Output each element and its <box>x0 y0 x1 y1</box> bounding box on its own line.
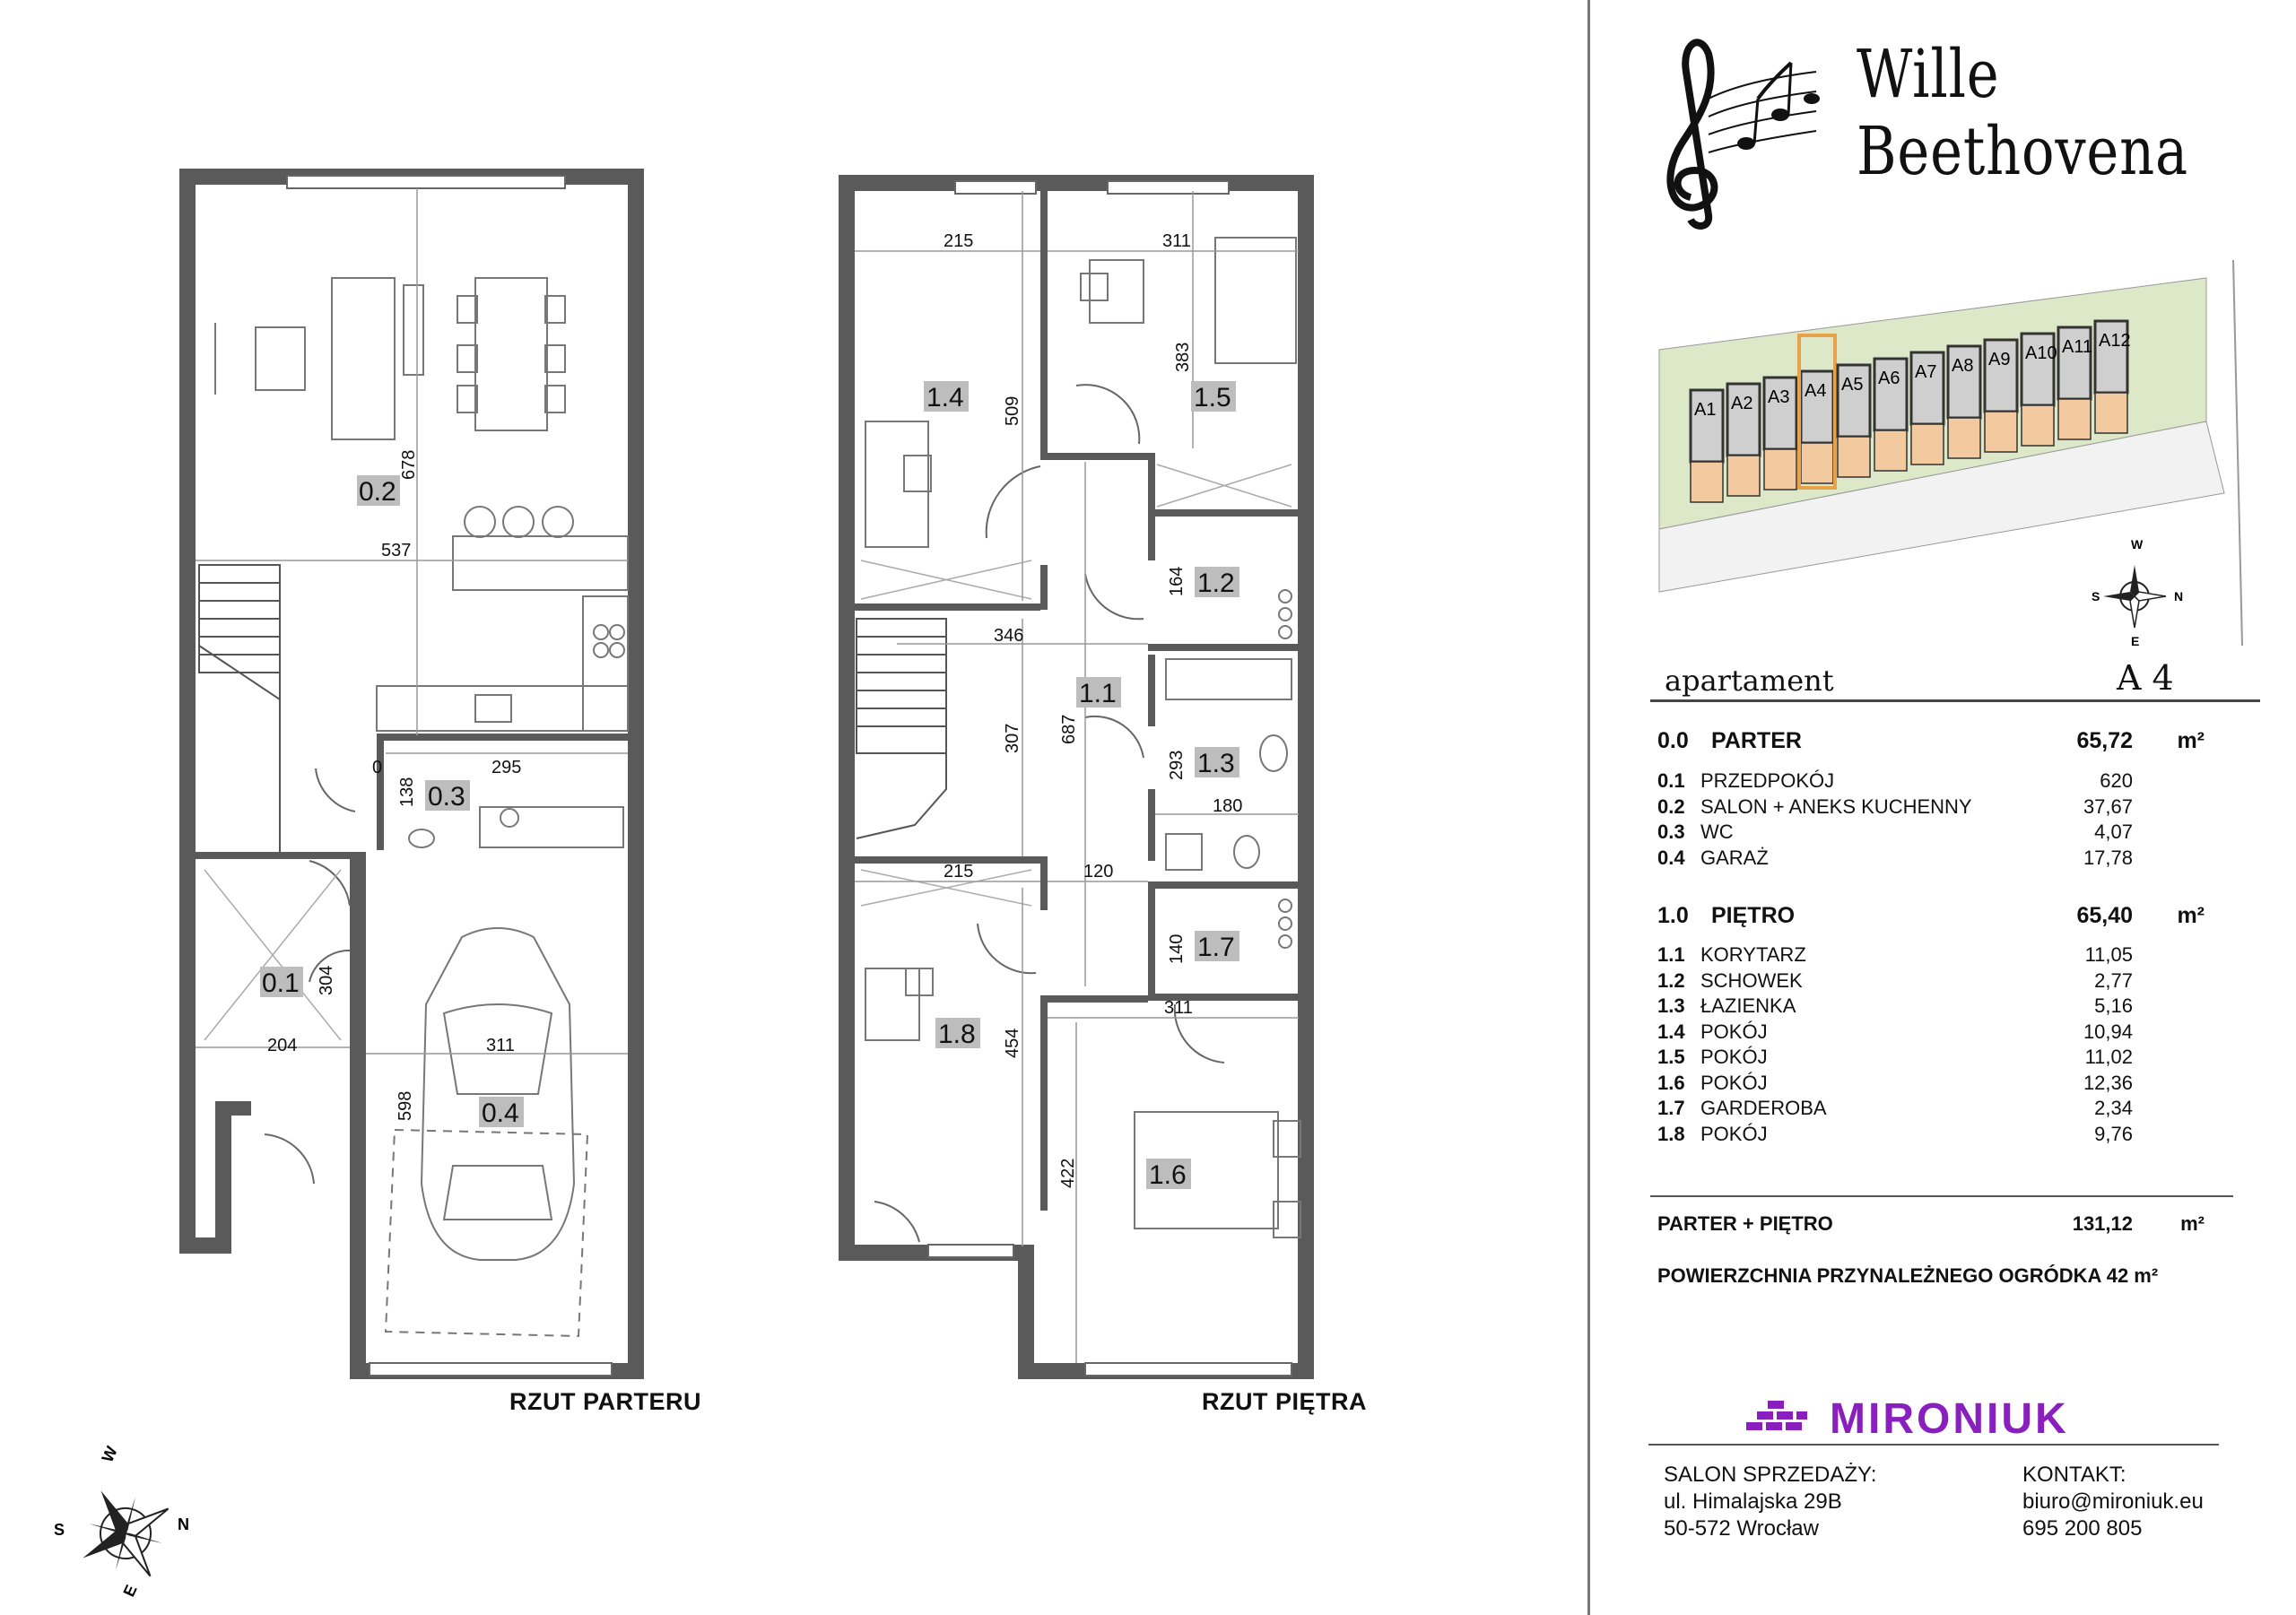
row-name: POKÓJ <box>1700 1020 1768 1043</box>
apartment-code: A 4 <box>2117 658 2174 698</box>
site-unit-A8[interactable] <box>1948 346 1980 458</box>
site-unit-A3[interactable] <box>1764 378 1796 490</box>
row-num: 1.2 <box>1657 968 1685 992</box>
row-unit: m² <box>2177 728 2205 753</box>
contact-info <box>2022 1462 2204 1542</box>
site-unit-A7[interactable] <box>1911 352 1944 465</box>
row-value: 9,76 <box>2094 1122 2133 1145</box>
row-num: 0.4 <box>1657 846 1685 869</box>
site-unit-A11[interactable] <box>2058 327 2092 439</box>
site-unit-label: A3 <box>1768 387 1790 407</box>
row-num: 0.2 <box>1657 794 1685 818</box>
row-value: 5,16 <box>2094 994 2133 1017</box>
site-unit-label: A11 <box>2062 337 2093 357</box>
site-unit-label: A10 <box>2025 343 2057 363</box>
area-row <box>1657 821 2231 847</box>
room-tag-1.1: 1.1 <box>1079 679 1117 708</box>
area-row <box>1657 1123 2231 1150</box>
row-value: 11,05 <box>2084 943 2133 966</box>
row-value: 65,72 <box>2076 728 2133 753</box>
sales-office <box>1664 1462 1876 1542</box>
row-value: 12,36 <box>2083 1071 2133 1094</box>
site-compass-e: E <box>2131 634 2140 648</box>
row-value: 11,02 <box>2084 1046 2133 1068</box>
ground-floor-caption: RZUT PARTERU <box>509 1388 701 1415</box>
site-compass-n: N <box>2174 589 2184 603</box>
row-num: 0.0 <box>1657 728 1689 753</box>
row-name: GARAŻ <box>1700 846 1769 869</box>
row-value: 37,67 <box>2083 794 2133 818</box>
row-value: 4,07 <box>2094 821 2133 843</box>
room-tag-1.8: 1.8 <box>938 1020 976 1049</box>
row-name: ŁAZIENKA <box>1700 994 1796 1017</box>
contact-email[interactable]: biuro@mironiuk.eu <box>2022 1489 2204 1514</box>
contact-title: KONTAKT: <box>2022 1463 2126 1487</box>
dim-label: 140 <box>1167 933 1187 964</box>
dim-label: 678 <box>399 449 419 480</box>
room-tag-0.1: 0.1 <box>262 968 300 998</box>
pietro-row <box>1657 903 2231 930</box>
row-num: 1.0 <box>1657 903 1689 928</box>
dim-label: 164 <box>1167 566 1187 596</box>
dim-label: 0 <box>372 758 383 777</box>
area-row <box>1657 769 2231 796</box>
site-unit-label: A4 <box>1805 381 1827 401</box>
site-unit-A9[interactable] <box>1985 340 2017 452</box>
total-divider <box>1650 1195 2233 1197</box>
row-name: POKÓJ <box>1700 1122 1768 1145</box>
area-row <box>1657 943 2231 970</box>
company-logo-icon <box>1744 1399 1816 1437</box>
row-value: 65,40 <box>2076 903 2133 928</box>
row-value: 10,94 <box>2083 1020 2133 1043</box>
dim-label: 304 <box>317 965 336 995</box>
room-tag-1.6: 1.6 <box>1149 1160 1187 1190</box>
sales-street: ul. Himalajska 29B <box>1664 1489 1842 1514</box>
dim-label: 422 <box>1058 1158 1078 1188</box>
area-row <box>1657 847 2231 873</box>
dim-label: 295 <box>491 758 522 777</box>
dim-label: 311 <box>486 1036 515 1055</box>
row-num: 0.3 <box>1657 821 1685 843</box>
site-unit-label: A6 <box>1878 369 1900 388</box>
row-name: PARTER <box>1711 728 1802 753</box>
apartment-header <box>1650 655 2260 702</box>
dim-label: 598 <box>396 1090 415 1121</box>
row-name: PRZEDPOKÓJ <box>1700 769 1835 792</box>
row-value: 2,34 <box>2094 1097 2133 1119</box>
row-name: GARDEROBA <box>1700 1097 1827 1119</box>
row-num: 1.5 <box>1657 1046 1685 1068</box>
row-name: SCHOWEK <box>1700 968 1803 992</box>
dim-label: 687 <box>1059 714 1079 744</box>
sales-title: SALON SPRZEDAŻY: <box>1664 1463 1877 1487</box>
garden-area: POWIERZCHNIA PRZYNALEŻNEGO OGRÓDKA 42 m² <box>1657 1264 2159 1287</box>
row-name: SALON + ANEKS KUCHENNY <box>1700 794 1972 818</box>
dim-label: 215 <box>944 231 974 251</box>
dim-label: 311 <box>1162 231 1191 251</box>
room-tag-1.5: 1.5 <box>1194 383 1231 412</box>
upper-floor-caption: RZUT PIĘTRA <box>1202 1388 1367 1415</box>
compass-w: W <box>98 1443 121 1465</box>
row-name: KORYTARZ <box>1700 943 1806 966</box>
ground-floor-plan <box>179 169 644 1379</box>
row-value: 2,77 <box>2094 968 2133 992</box>
total-name: PARTER + PIĘTRO <box>1657 1212 1833 1235</box>
row-name: POKÓJ <box>1700 1046 1768 1068</box>
row-name: WC <box>1700 821 1734 843</box>
page-divider <box>1587 0 1590 1615</box>
row-value: 620 <box>2100 769 2133 792</box>
compass-e: E <box>119 1582 141 1600</box>
dim-label: 454 <box>1003 1028 1022 1058</box>
contact-phone[interactable]: 695 200 805 <box>2022 1516 2143 1541</box>
compass-icon <box>58 1466 193 1601</box>
row-num: 1.4 <box>1657 1020 1685 1043</box>
row-value: 17,78 <box>2083 846 2133 869</box>
site-compass-s: S <box>2092 589 2100 603</box>
dim-label: 307 <box>1003 723 1022 753</box>
room-tag-0.4: 0.4 <box>482 1098 519 1128</box>
row-name: POKÓJ <box>1700 1071 1768 1094</box>
parter-row <box>1657 728 2231 755</box>
sales-city: 50-572 Wrocław <box>1664 1516 1819 1541</box>
site-unit-label: A1 <box>1694 400 1717 420</box>
dim-label: 383 <box>1173 342 1193 372</box>
area-row <box>1657 795 2231 822</box>
total-unit: m² <box>2180 1212 2205 1235</box>
site-unit-A2[interactable] <box>1727 384 1760 496</box>
apartment-label: apartament <box>1665 664 1834 698</box>
site-unit-A5[interactable] <box>1838 365 1870 477</box>
room-tag-1.4: 1.4 <box>926 383 964 412</box>
dim-label: 537 <box>381 541 412 560</box>
area-row <box>1657 1046 2231 1072</box>
site-unit-label: A8 <box>1952 356 1974 376</box>
site-unit-label: A9 <box>1988 350 2011 369</box>
company-divider <box>1648 1444 2219 1446</box>
site-unit-A12[interactable] <box>2095 321 2131 433</box>
total-value: 131,12 <box>2072 1212 2133 1235</box>
site-unit-label: A7 <box>1915 362 1937 382</box>
site-compass-w: W <box>2131 537 2144 551</box>
area-row <box>1657 1097 2231 1124</box>
row-name: PIĘTRO <box>1711 903 1796 928</box>
room-tag-1.7: 1.7 <box>1197 933 1235 962</box>
site-unit-label: A2 <box>1731 394 1753 413</box>
site-compass-icon <box>2103 565 2166 628</box>
row-num: 0.1 <box>1657 769 1685 792</box>
site-unit-label: A12 <box>2099 331 2131 351</box>
upper-floor-plan <box>839 175 1314 1379</box>
site-unit-label: A5 <box>1841 375 1864 395</box>
brand-title: Wille Beethovena <box>1857 36 2189 190</box>
company-name: MIRONIUK <box>1830 1395 2069 1443</box>
dim-label: 509 <box>1003 395 1022 426</box>
area-row <box>1657 1020 2231 1047</box>
dim-label: 215 <box>944 862 974 881</box>
area-row <box>1657 1072 2231 1098</box>
site-unit-A10[interactable] <box>2022 334 2057 446</box>
site-unit-A1[interactable] <box>1691 390 1723 502</box>
compass-s: S <box>54 1521 65 1539</box>
dim-label: 346 <box>994 626 1024 646</box>
dim-label: 311 <box>1164 998 1193 1018</box>
music-notes-icon <box>1646 36 1825 233</box>
room-tag-1.3: 1.3 <box>1197 749 1235 778</box>
row-num: 1.8 <box>1657 1122 1685 1145</box>
area-row <box>1657 994 2231 1021</box>
room-tag-0.3: 0.3 <box>428 782 465 812</box>
compass-n: N <box>178 1515 189 1533</box>
dim-label: 138 <box>397 777 417 807</box>
dim-label: 293 <box>1167 750 1187 780</box>
area-row <box>1657 969 2231 996</box>
row-num: 1.7 <box>1657 1097 1685 1119</box>
row-num: 1.1 <box>1657 943 1685 966</box>
room-tag-1.2: 1.2 <box>1197 569 1235 598</box>
row-unit: m² <box>2177 903 2205 928</box>
row-num: 1.6 <box>1657 1071 1685 1094</box>
dim-label: 204 <box>267 1036 298 1055</box>
dim-label: 180 <box>1213 796 1243 816</box>
row-num: 1.3 <box>1657 994 1685 1017</box>
room-tag-0.2: 0.2 <box>359 477 396 507</box>
site-plan <box>1650 251 2269 655</box>
site-unit-A6[interactable] <box>1874 359 1907 471</box>
dim-label: 120 <box>1083 862 1114 881</box>
